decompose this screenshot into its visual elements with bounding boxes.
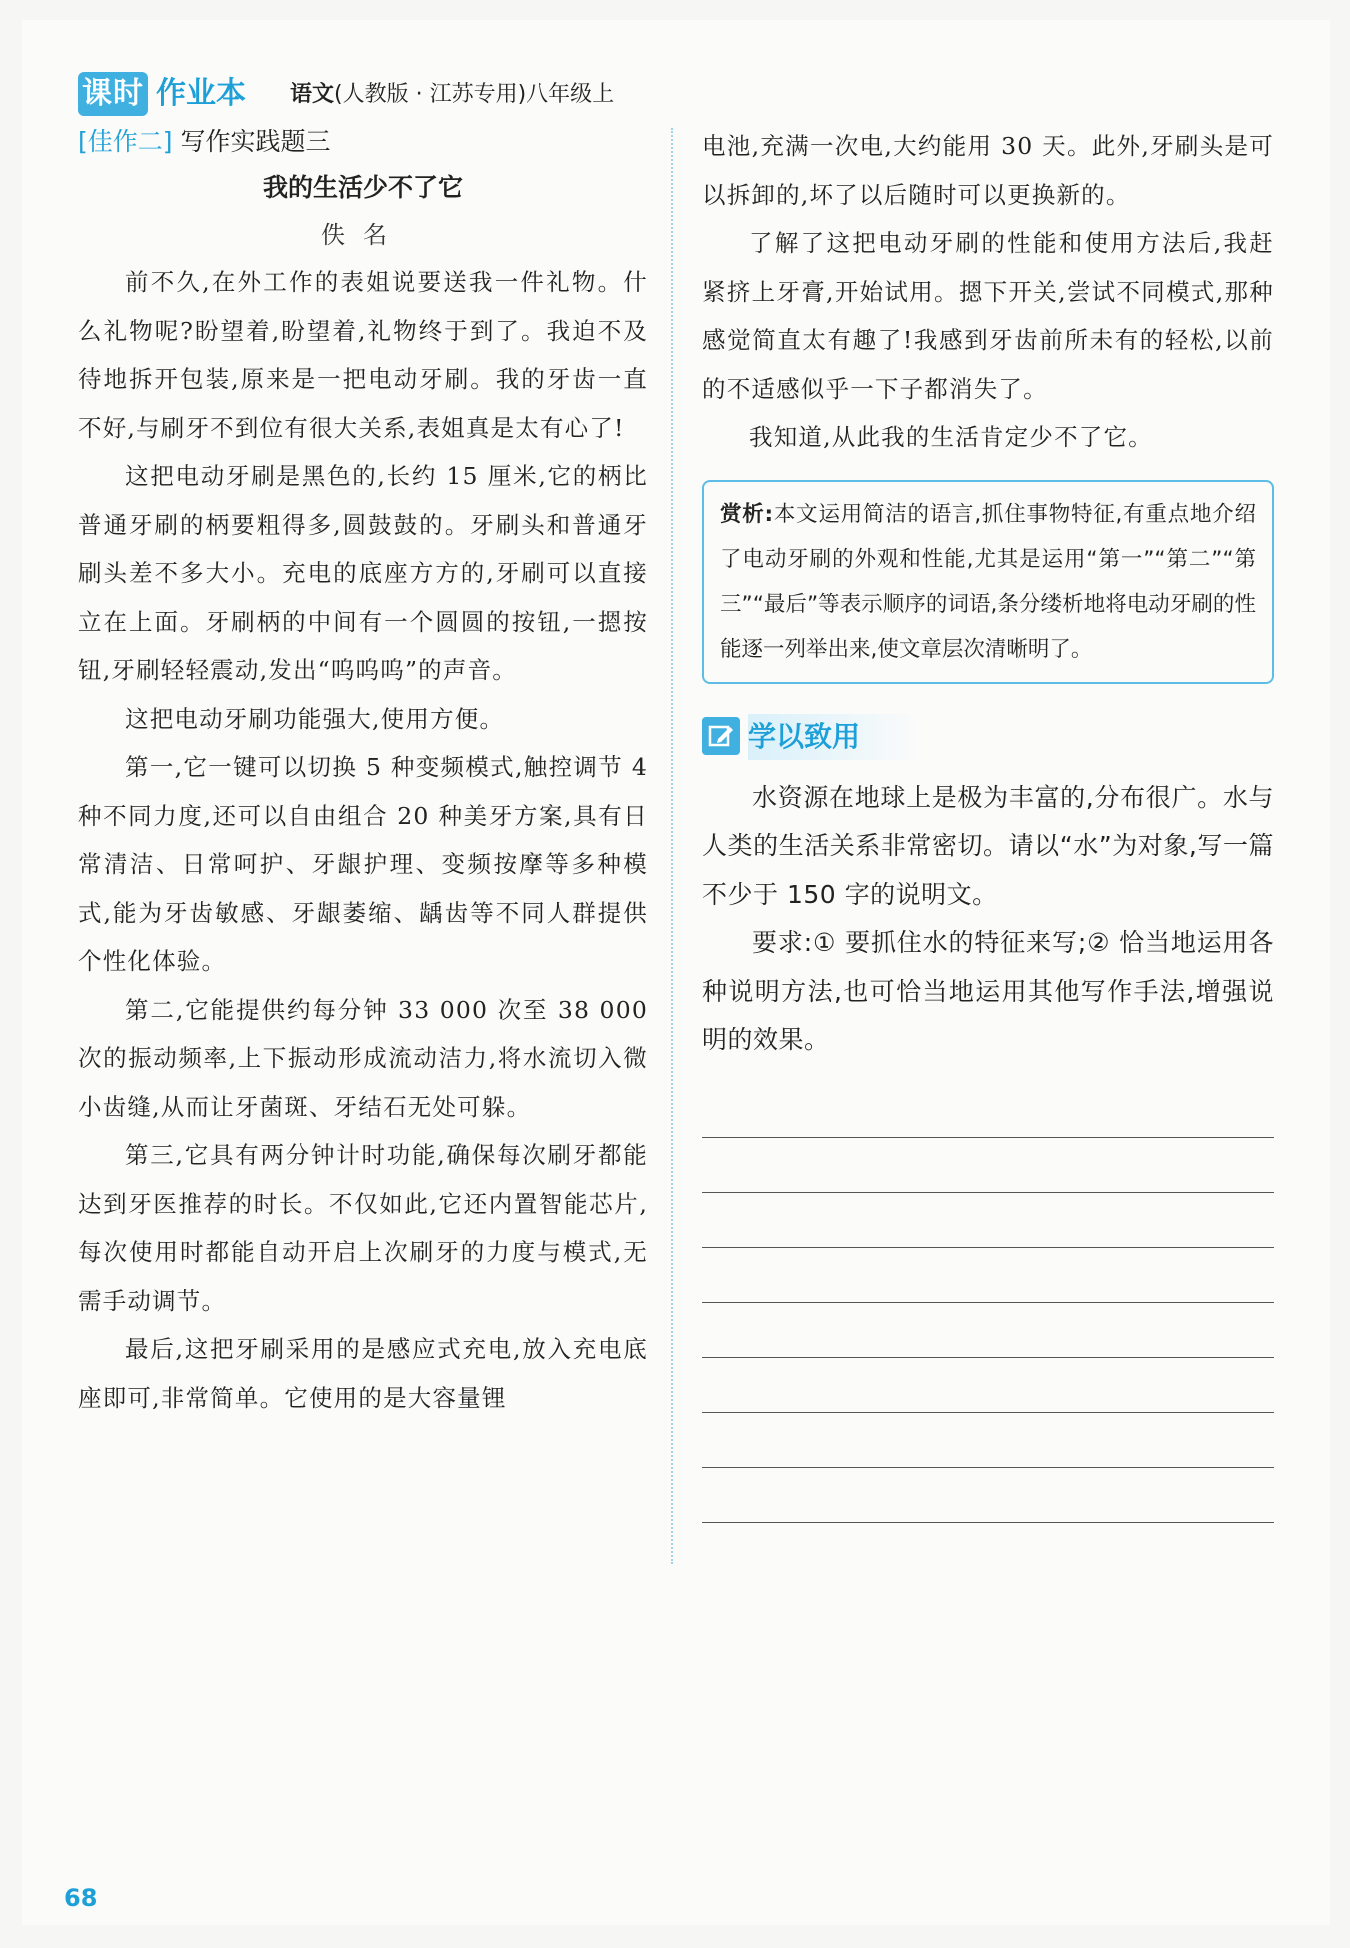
appreciation-box xyxy=(702,480,1274,684)
essay-title: 我的生活少不了它 xyxy=(262,173,463,202)
writing-line[interactable] xyxy=(702,1468,1274,1523)
essay-paragraph: 这把电动牙刷功能强大,使用方便。 xyxy=(125,704,505,733)
apply-title: 学以致用 xyxy=(748,714,920,760)
writing-line[interactable] xyxy=(702,1083,1274,1138)
essay-paragraph: 了解了这把电动牙刷的性能和使用方法后,我赶紧挤上牙膏,开始试用。摁下开关,尝试不同模式,那种感觉简直太有趣了!我感到牙齿前所未有的轻松,以前的不适感似乎一下子都消失了。 xyxy=(702,229,1274,403)
brand-name: 作业本 xyxy=(156,76,246,111)
essay-paragraph: 我知道,从此我的生活肯定少不了它。 xyxy=(749,423,1153,451)
essay-paragraph-continued: 电池,充满一次电,大约能用 30 天。此外,牙刷头是可以拆卸的,坏了以后随时可以更换新的。 xyxy=(702,132,1274,209)
essay-paragraph: 前不久,在外工作的表姐说要送我一件礼物。什么礼物呢?盼望着,盼望着,礼物终于到了。我迫不及待地拆开包装,原来是一把电动牙刷。我的牙齿一直不好,与刷牙不到位有很大关系,表姐真是太有心了! xyxy=(78,268,648,442)
apply-requirement: 要求:① 要抓住水的特征来写;② 恰当地运用各种说明方法,也可恰当地运用其他写作手法,增强说明的效果。 xyxy=(702,928,1274,1054)
essay-author: 佚名 xyxy=(321,221,405,249)
edition-text: (人教版 · 江苏专用)八年级上 xyxy=(334,82,615,107)
apply-body xyxy=(702,774,1274,1065)
writing-line[interactable] xyxy=(702,1303,1274,1358)
left-column xyxy=(78,122,648,1422)
pencil-edit-icon xyxy=(702,717,740,755)
appreciation-label: 赏析: xyxy=(720,501,774,527)
writing-line[interactable] xyxy=(702,1248,1274,1303)
essay-tag-title: 写作实践题三 xyxy=(180,127,331,156)
brand-logo: 课时 xyxy=(78,72,148,116)
writing-line[interactable] xyxy=(702,1413,1274,1468)
page-number: 68 xyxy=(64,1884,98,1912)
essay-tag: [佳作二] xyxy=(78,127,173,156)
essay-paragraph: 这把电动牙刷是黑色的,长约 15 厘米,它的柄比普通牙刷的柄要粗得多,圆鼓鼓的。牙刷头和普通牙刷头差不多大小。充电的底座方方的,牙刷可以直接立在上面。牙刷柄的中间有一个圆圆的按钮,一摁按钮,牙刷轻轻震动,发出“呜呜呜”的声音。 xyxy=(78,462,648,684)
essay-paragraph: 第二,它能提供约每分钟 33 000 次至 38 000 次的振动频率,上下振动形成流动洁力,将水流切入微小齿缝,从而让牙菌斑、牙结石无处可躲。 xyxy=(78,995,648,1121)
section-heading xyxy=(78,122,648,164)
subject-name: 语文 xyxy=(290,82,335,107)
apply-section-heading xyxy=(702,714,1274,760)
right-column xyxy=(702,122,1274,1523)
appreciation-text: 本文运用简洁的语言,抓住事物特征,有重点地介绍了电动牙刷的外观和性能,尤其是运用“第一”“第二”“第三”“最后”等表示顺序的词语,条分缕析地将电动牙刷的性能逐一列举出来,使文章层次清晰明了。 xyxy=(720,501,1256,662)
essay-paragraph: 最后,这把牙刷采用的是感应式充电,放入充电底座即可,非常简单。它使用的是大容量锂 xyxy=(78,1335,648,1412)
essay-paragraph: 第一,它一键可以切换 5 种变频模式,触控调节 4 种不同力度,还可以自由组合 20 种美牙方案,具有日常清洁、日常呵护、牙龈护理、变频按摩等多种模式,能为牙齿敏感、牙龈萎缩、龋齿等不同人群提供个性化体验。 xyxy=(78,753,648,975)
column-divider xyxy=(671,128,673,1564)
book-subject xyxy=(290,80,614,110)
writing-line[interactable] xyxy=(702,1138,1274,1193)
writing-line[interactable] xyxy=(702,1358,1274,1413)
page-header xyxy=(78,72,778,116)
writing-area[interactable] xyxy=(702,1083,1274,1523)
writing-line[interactable] xyxy=(702,1193,1274,1248)
apply-prompt: 水资源在地球上是极为丰富的,分布很广。水与人类的生活关系非常密切。请以“水”为对象,写一篇不少于 150 字的说明文。 xyxy=(702,782,1274,909)
essay-paragraph: 第三,它具有两分钟计时功能,确保每次刷牙都能达到牙医推荐的时长。不仅如此,它还内置智能芯片,每次使用时都能自动开启上次刷牙的力度与模式,无需手动调节。 xyxy=(78,1141,648,1315)
